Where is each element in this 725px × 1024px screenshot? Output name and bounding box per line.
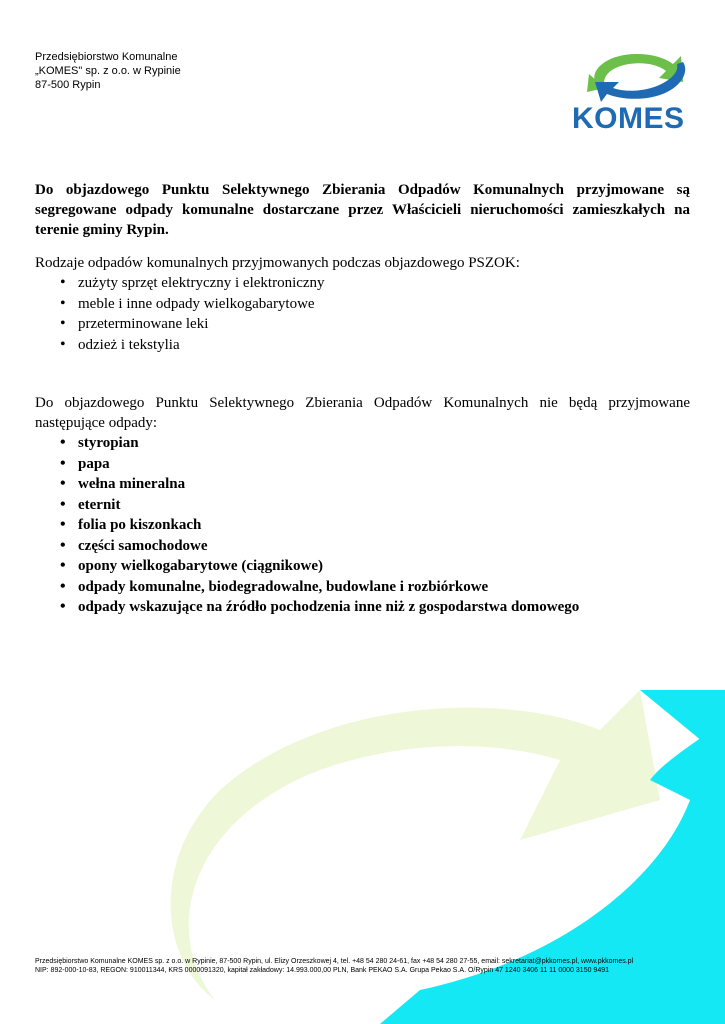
accepted-list bbox=[35, 273, 690, 355]
list-item: • przeterminowane leki bbox=[60, 314, 690, 335]
list-item: • opony wielkogabarytowe (ciągnikowe) bbox=[60, 556, 690, 577]
list-item: • części samochodowe bbox=[60, 536, 690, 557]
logo-text: KOMES bbox=[572, 102, 685, 135]
list-item: • odpady komunalne, biodegradowalne, budowlane i rozbiórkowe bbox=[60, 577, 690, 598]
sender-address bbox=[35, 50, 181, 92]
accepted-heading: Rodzaje odpadów komunalnych przyjmowanych podczas objazdowego PSZOK: bbox=[35, 255, 520, 271]
list-item: • eternit bbox=[60, 495, 690, 516]
list-item: • styropian bbox=[60, 433, 690, 454]
list-item: • odzież i tekstylia bbox=[60, 335, 690, 356]
sender-line: „KOMES" sp. z o.o. w Rypinie bbox=[35, 65, 181, 77]
list-item: • wełna mineralna bbox=[60, 474, 690, 495]
list-item: • papa bbox=[60, 454, 690, 475]
list-item: • zużyty sprzęt elektryczny i elektroniczny bbox=[60, 273, 690, 294]
sender-line: Przedsiębiorstwo Komunalne bbox=[35, 51, 178, 63]
footer-line: NIP: 892-000-10-83, REGON: 910011344, KRS 0000091320, kapitał zakładowy: 14.993.000,00 PLN, Bank PEKAO S.A. Grupa Pekao S.A. O/Rypin 47 1240 3406 11 11 0000 3150 9491 bbox=[35, 967, 609, 974]
footer bbox=[35, 957, 695, 975]
intro-paragraph: Do objazdowego Punktu Selektywnego Zbierania Odpadów Komunalnych przyjmowane są segregowane odpady komunalne dostarczane przez Właścicieli nieruchomości zamieszkałych na terenie gminy Rypin. bbox=[35, 182, 690, 238]
list-item: • meble i inne odpady wielkogabarytowe bbox=[60, 294, 690, 315]
rejected-list bbox=[35, 433, 690, 618]
rejected-heading: Do objazdowego Punktu Selektywnego Zbierania Odpadów Komunalnych nie będą przyjmowane następujące odpady: bbox=[35, 395, 690, 431]
watermark-cyan-arrow bbox=[380, 720, 725, 1024]
sender-line: 87-500 Rypin bbox=[35, 79, 101, 91]
footer-line: Przedsiębiorstwo Komunalne KOMES sp. z o.o. w Rypinie, 87-500 Rypin, ul. Elizy Orzeszkowej 4, tel. +48 54 280 24-61, fax +48 54 280 27-55, email: sekretariat@pkkomes.pl, www.pkkomes.pl bbox=[35, 958, 634, 965]
list-item: • folia po kiszonkach bbox=[60, 515, 690, 536]
document-body bbox=[35, 180, 690, 618]
list-item: • odpady wskazujące na źródło pochodzenia inne niż z gospodarstwa domowego bbox=[60, 597, 690, 618]
